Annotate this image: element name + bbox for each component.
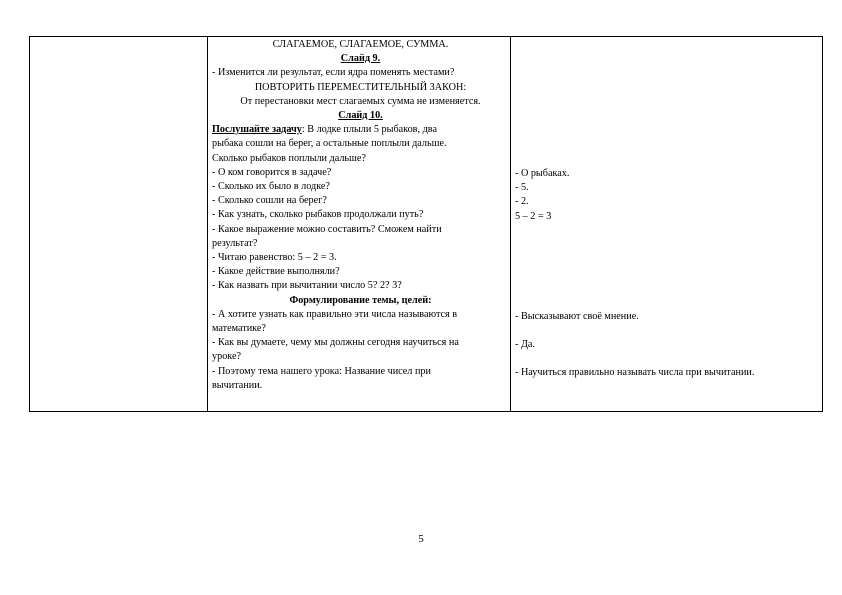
answer-3: - 2. (515, 196, 529, 208)
column-divider-2 (510, 37, 511, 411)
question-11b: вычитании. (212, 379, 263, 391)
heading-line: СЛАГАЕМОЕ, СЛАГАЕМОЕ, СУММА. (272, 39, 449, 50)
question-9b: математике? (212, 323, 266, 335)
lesson-table (29, 36, 823, 412)
question-10b: уроке? (212, 351, 242, 363)
answer-6: - Да. (515, 339, 535, 351)
question-7: - Какое действие выполняли? (212, 266, 340, 278)
answer-1: - О рыбаках. (515, 168, 570, 179)
question-10a: - Как вы думаете, чему мы должны сегодня научиться на (212, 337, 459, 349)
question-3: - Сколько сошли на берег? (212, 195, 327, 207)
law-text: От перестановки мест слагаемых сумма не изменяется. (240, 95, 481, 107)
question-2: - Сколько их было в лодке? (212, 181, 330, 193)
question-11a: - Поэтому тема нашего урока: Название чисел при (212, 365, 431, 377)
question-9a: - А хотите узнать как правильно эти числа называются в (212, 308, 458, 320)
question-4: - Как узнать, сколько рыбаков продолжали путь? (212, 209, 424, 221)
law-heading: ПОВТОРИТЬ ПЕРЕМЕСТИТЕЛЬНЫЙ ЗАКОН: (254, 81, 467, 93)
task-line-3: Сколько рыбаков поплыли дальше? (212, 152, 366, 164)
question-line: - Изменится ли результат, если ядра поменять местами? (212, 67, 455, 79)
slide-10-label: Слайд 10. (338, 110, 383, 122)
page-number: 5 (418, 533, 424, 545)
question-8: - Как назвать при вычитании число 5? 2? 3? (212, 280, 402, 292)
answer-5: - Высказывают своё мнение. (515, 310, 639, 322)
task-line-1 (212, 123, 509, 137)
question-6: - Читаю равенство: 5 – 2 = 3. (212, 252, 337, 264)
answer-4: 5 – 2 = 3 (515, 210, 552, 222)
student-activity-cell (515, 167, 815, 380)
question-5a: - Какое выражение можно составить? Сможем найти (212, 223, 442, 235)
task-text: : В лодке плыли 5 рыбаков, два (301, 124, 437, 136)
slide-9-label: Слайд 9. (340, 53, 381, 65)
task-label: Послушайте задачу (212, 124, 302, 136)
answer-2: - 5. (515, 182, 529, 194)
goals-heading: Формулирование темы, целей: (289, 294, 432, 306)
task-line-2: рыбака сошли на берег, а остальные поплыли дальше. (212, 138, 447, 150)
teacher-activity-cell (212, 38, 509, 393)
column-divider-1 (207, 37, 208, 411)
answer-7: - Научиться правильно называть числа при вычитании. (515, 367, 755, 379)
question-1: - О ком говорится в задаче? (212, 166, 332, 178)
question-5b: результат? (212, 237, 258, 249)
